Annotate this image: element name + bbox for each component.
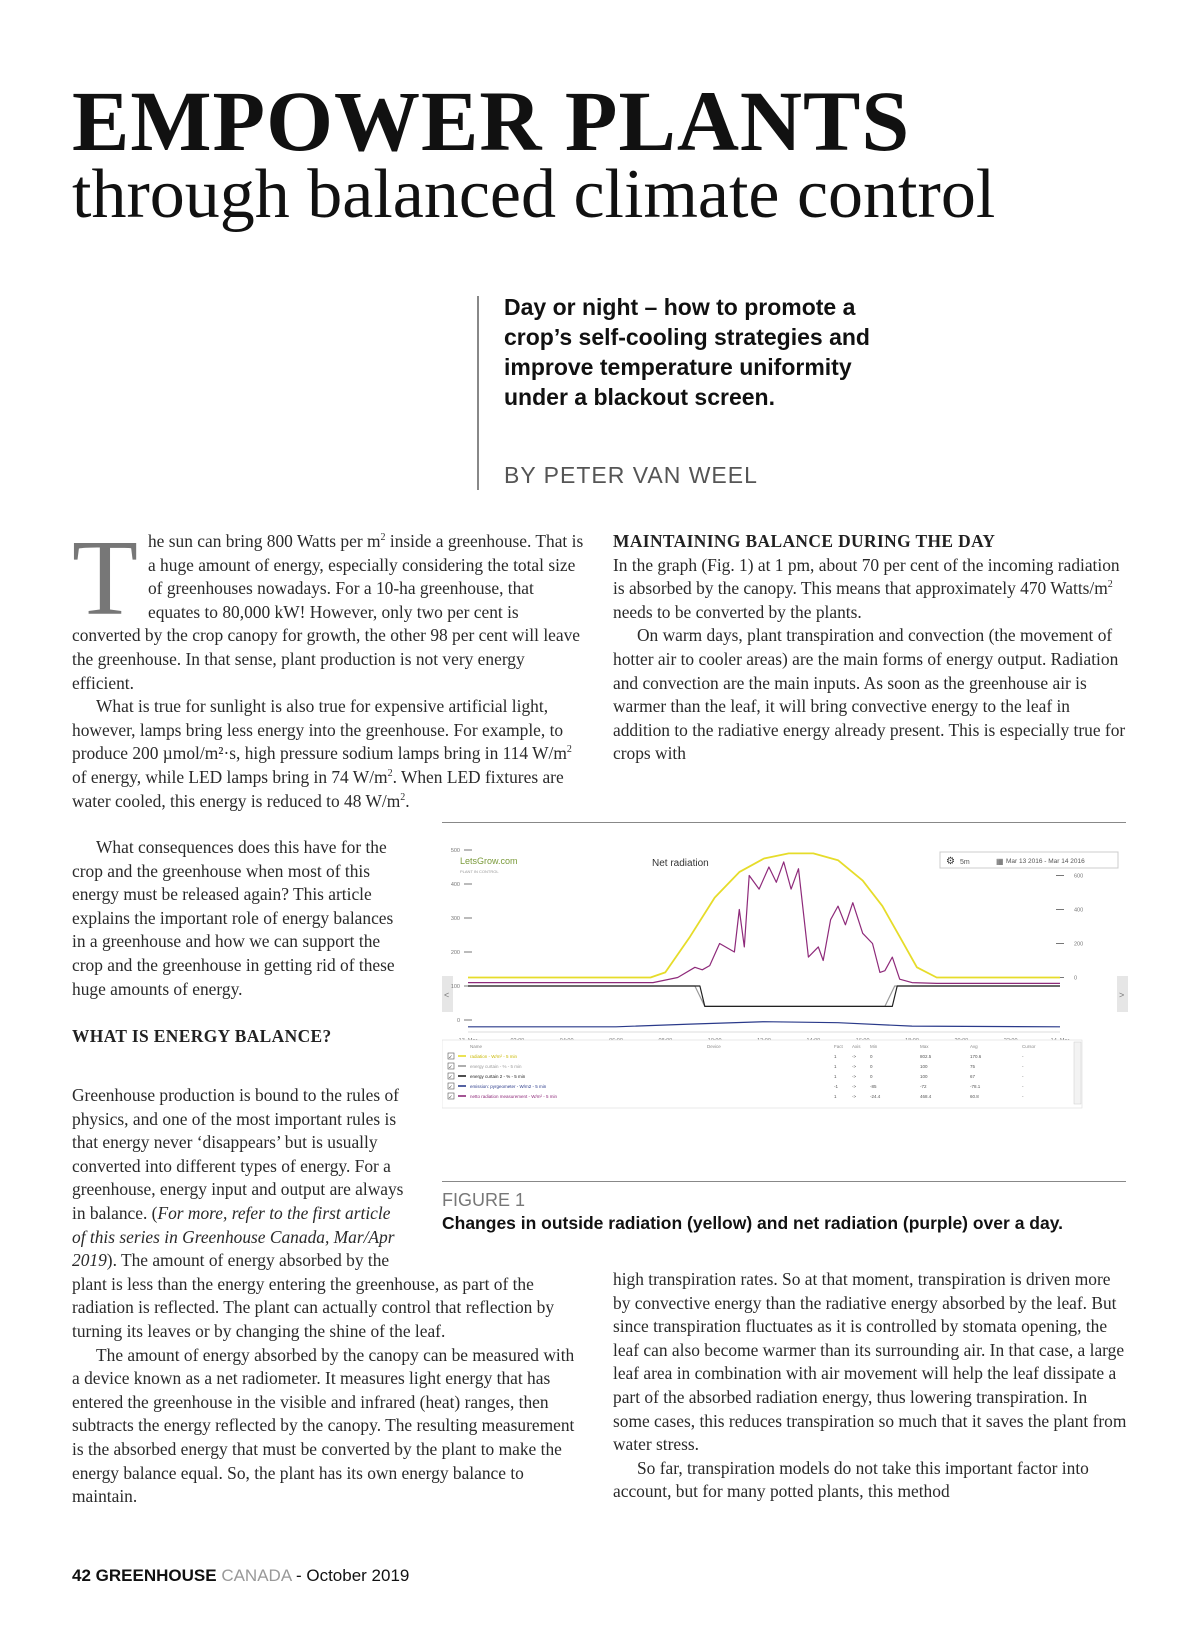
series-line: [468, 986, 1060, 1006]
superscript: 2: [380, 532, 386, 544]
legend-cell: -24.4: [870, 1094, 881, 1099]
section-heading-maintaining-balance: MAINTAINING BALANCE DURING THE DAY: [613, 531, 996, 551]
left-column-narrow: [72, 836, 404, 1049]
paragraph-models: So far, transpiration models do not take this important factor into account, but for many potted plants, this method: [613, 1457, 1089, 1502]
legend-cell: ->: [852, 1094, 857, 1099]
legend-header: Avg: [970, 1044, 978, 1049]
figure-caption: Changes in outside radiation (yellow) and net radiation (purple) over a day.: [442, 1213, 1064, 1233]
legend-header: Max: [920, 1044, 929, 1049]
paragraph-artificial-light: [72, 695, 585, 813]
text-run: What is true for sunlight is also true for expensive artificial light, however, lamps bring less energy into the greenhouse. For example, to produce 200 µmol/m²·s, high pressure sodium lamps bring in 114 W/m: [72, 696, 567, 764]
legend-cell: 0: [870, 1064, 873, 1069]
legend-header: Cursor: [1022, 1044, 1036, 1049]
legend-cell: -85: [870, 1084, 877, 1089]
text-run: ). The amount of energy absorbed by the plant is less than the energy entering the greenhouse, as part of the radiation is reflected. The plant can actually control that reflection by turning its leaves or by changing the shine of the leaf.: [72, 1250, 555, 1341]
drop-cap: T: [72, 519, 138, 638]
text-run: of energy, while LED lamps bring in 74 W/m: [72, 766, 388, 787]
interval-selector[interactable]: 5m: [960, 859, 970, 866]
text-run-italic: For more, refer to the first article of this series in Greenhouse Canada, Mar/Apr 2019: [72, 1202, 395, 1271]
legend-cell: 1: [834, 1094, 837, 1099]
y-right-tick-label: 0: [1074, 975, 1078, 982]
y-left-tick-label: 400: [450, 882, 460, 888]
legend-cell: 0: [870, 1074, 873, 1079]
superscript: 2: [1107, 579, 1113, 591]
series-line: [468, 862, 1060, 984]
gear-icon[interactable]: ⚙: [946, 856, 955, 867]
paragraph-transpiration: high transpiration rates. So at that moment, transpiration is driven more by convective energy than the radiative energy absorbed by the leaf. But since transpiration fluctuates as it is controlled by stomata opening, the leaf can also become warmer than its surrounding air. In that case, a large leaf area in combination with air movement will help the leaf dissipate a part of the absorbed radiation energy, thus lowering transpiration. In some cases, this reduces transpiration so much that it saves the plant from water stress.: [613, 1269, 1127, 1455]
chart-logo: LetsGrow.com: [460, 856, 518, 866]
issue-date: - October 2019: [295, 1566, 410, 1585]
legend-header: Fact: [834, 1044, 843, 1049]
legend-cell: -72: [920, 1084, 927, 1089]
y-axis-left: [451, 848, 472, 1024]
date-range-selector[interactable]: Mar 13 2016 - Mar 14 2016: [1006, 858, 1085, 865]
legend-cell: -78.1: [970, 1084, 981, 1089]
chart-logo-sub: PLANT IN CONTROL: [460, 869, 499, 874]
paragraph-consequences: What consequences does this have for the crop and the greenhouse when most of this energy must be released again? This article explains the important role of energy balances in a greenhouse and how we can support the crop and the greenhouse in getting rid of these huge amounts of energy.: [72, 837, 395, 999]
figure-top-rule: [442, 822, 1126, 823]
superscript: 2: [566, 744, 572, 756]
calendar-icon[interactable]: ▦: [996, 857, 1004, 866]
chart-series: [468, 853, 1060, 1026]
check-icon: ✓: [448, 1054, 453, 1061]
right-column-bottom: [613, 1268, 1128, 1504]
y-right-tick-label: 400: [1074, 907, 1084, 914]
section-heading-energy-balance: WHAT IS ENERGY BALANCE?: [72, 1026, 332, 1047]
legend-cell: -: [1022, 1084, 1024, 1089]
check-icon: ✓: [448, 1084, 453, 1091]
magazine-name: GREENHOUSE: [95, 1566, 217, 1585]
series-line: [468, 986, 1060, 1006]
y-left-tick-label: 300: [450, 916, 460, 922]
legend-cell: 0: [870, 1054, 873, 1059]
legend-header: Name: [470, 1044, 483, 1049]
text-run: he sun can bring 800 Watts per m: [147, 531, 381, 551]
legend-cell: 75: [970, 1064, 976, 1069]
legend-cell: 67: [970, 1074, 976, 1079]
page-footer: [72, 1566, 409, 1586]
text-run: inside a greenhouse. That is a huge amount of energy, especially considering the total size of greenhouses nowadays. For a 10-ha greenhouse, that equates to 80,000 kW! However, only two per cent is converted by the crop canopy for growth, the other 98 per cent will leave the greenhouse. In that sense, plant production is not very energy efficient.: [72, 531, 584, 693]
legend-cell: ->: [852, 1084, 857, 1089]
legend-cell: 60.8: [970, 1094, 979, 1099]
legend-cell: 1: [834, 1064, 837, 1069]
y-right-tick-label: 600: [1074, 873, 1084, 880]
legend-cell: -: [1022, 1094, 1024, 1099]
superscript: 2: [400, 791, 406, 803]
check-icon: ✓: [448, 1094, 453, 1101]
legend-cell: -: [1022, 1064, 1024, 1069]
y-left-tick-label: 500: [450, 848, 460, 854]
legend-cell: ->: [852, 1074, 857, 1079]
paragraph-intro: [72, 519, 585, 695]
text-run: needs to be converted by the plants.: [613, 601, 862, 622]
legend-series-name: emission: pyrgeometer - W/m2 - 5 min: [470, 1084, 547, 1089]
page-number: 42: [72, 1566, 91, 1585]
magazine-country: CANADA: [221, 1566, 292, 1585]
series-line: [468, 853, 1060, 977]
series-line: [468, 1022, 1060, 1027]
legend-cell: -: [1022, 1074, 1024, 1079]
y-left-tick-label: 200: [450, 950, 460, 956]
legend-series-name: energy curtain - % - 5 min: [470, 1064, 522, 1069]
superscript: 2: [387, 768, 393, 780]
deck: Day or night – how to promote a crop’s self-cooling strategies and improve temperature uniformity under a blackout screen.: [504, 294, 870, 410]
y-left-tick-label: 0: [456, 1018, 460, 1024]
chart-toolbar: [940, 852, 1118, 868]
byline: BY PETER VAN WEEL: [504, 462, 758, 488]
legend-cell: ->: [852, 1054, 857, 1059]
legend-cell: 1: [834, 1054, 837, 1059]
legend-header: Min: [870, 1044, 878, 1049]
chart-title: Net radiation: [652, 858, 709, 869]
text-run: .: [405, 790, 410, 811]
paragraph-net-radiometer: The amount of energy absorbed by the canopy can be measured with a device known as a net radiometer. It measures light energy that has entered the greenhouse in the visible and infrared (heat) ranges, then subtracts the energy reflected by the canopy. The resulting measurement is the absorbed energy that must be converted by the plant to make the energy balance equal. So, the plant has its own energy balance to maintain.: [72, 1344, 575, 1507]
legend-cell: 468.4: [920, 1094, 932, 1099]
legend-cell: 100: [920, 1074, 928, 1079]
headline: EMPOWER PLANTS: [72, 73, 911, 169]
left-column-top: [72, 519, 585, 813]
paragraph-graph: [613, 554, 1128, 625]
legend-header: Device: [707, 1044, 721, 1049]
legend-series-name: netto radiation measurement - W/m² - 5 min: [470, 1094, 558, 1099]
legend-cell: 1: [834, 1074, 837, 1079]
legend-cell: -1: [834, 1084, 839, 1089]
figure-bottom-rule: [442, 1181, 1126, 1182]
text-run: Greenhouse production is bound to the rules of physics, and one of the most important rules is that energy never ‘disappears’ but is usually converted into different types of energy. For a greenhouse, energy input and output are always in balance. (: [72, 1085, 404, 1223]
legend-series-name: energy curtain 2 - % - 5 min: [470, 1074, 526, 1079]
legend-cell: 170.6: [970, 1054, 982, 1059]
chevron-right-icon: >: [1119, 990, 1125, 1000]
legend-table: [442, 1040, 1082, 1108]
check-icon: ✓: [448, 1074, 453, 1081]
subheadline: through balanced climate control: [72, 156, 996, 233]
text-run: In the graph (Fig. 1) at 1 pm, about 70 per cent of the incoming radiation is absorbed by the canopy. This means that approximately 470 Watts/m: [613, 554, 1120, 599]
y-left-tick-label: 100: [450, 984, 460, 990]
right-column-top: [613, 530, 1128, 766]
legend-scrollbar: [1074, 1042, 1081, 1104]
figure-label: FIGURE 1: [442, 1190, 526, 1210]
deck-divider: [477, 296, 479, 490]
paragraph-warm-days: On warm days, plant transpiration and convection (the movement of hotter air to cooler areas) are the main forms of energy output. Radiation and convection are the main inputs. As soon as the greenhouse air is warmer than the leaf, it will bring convective energy to the leaf in addition to the radiative energy already present. This is especially true for crops with: [613, 625, 1126, 764]
legend-cell: 802.5: [920, 1054, 932, 1059]
net-radiation-chart: [442, 828, 1128, 1158]
y-right-tick-label: 200: [1074, 941, 1084, 948]
text-run: . When LED fixtures are water cooled, this energy is reduced to 48 W/m: [72, 766, 564, 811]
legend-cell: 100: [920, 1064, 928, 1069]
legend-cell: ->: [852, 1064, 857, 1069]
y-axis-right: [1056, 874, 1083, 982]
legend-series-name: radiation - W/m² - 5 min: [470, 1054, 518, 1059]
legend-cell: -: [1022, 1054, 1024, 1059]
chevron-left-icon: <: [444, 990, 450, 1000]
check-icon: ✓: [448, 1064, 453, 1071]
legend-header: Axis: [852, 1044, 861, 1049]
